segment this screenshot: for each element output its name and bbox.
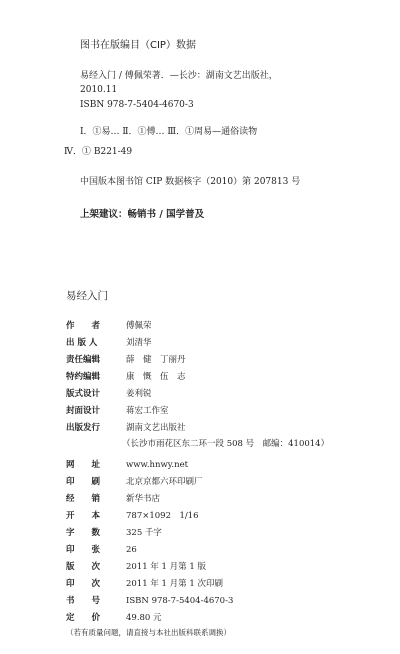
info-label: 书 号: [66, 596, 101, 606]
info-value: 北京京都六环印刷厂: [126, 477, 203, 487]
info-value: 2011 年 1 月第 1 版: [126, 562, 206, 572]
info-value: 49.80 元: [126, 613, 162, 623]
info-label: 出 版 人: [66, 338, 98, 348]
info-label: 定 价: [66, 613, 101, 623]
info-label: 印 次: [66, 579, 101, 589]
info-value: 湖南文艺出版社: [126, 423, 186, 433]
quality-note: （若有质量问题，请直接与本社出版科联系调换）: [66, 628, 231, 637]
info-value: 傅佩荣: [126, 321, 152, 331]
info-value-address: （长沙市雨花区东二环一段 508 号 邮编：410014）: [122, 439, 330, 449]
info-label: 印 张: [66, 545, 101, 555]
info-value: 325 千字: [126, 528, 162, 538]
info-value: 787×1092 1/16: [126, 511, 199, 521]
info-value: 姜利锐: [126, 389, 152, 399]
info-value: 康 慨 伍 志: [126, 372, 186, 382]
info-label: 出版发行: [66, 423, 101, 433]
shelf-value: 畅销书 / 国学普及: [127, 209, 205, 220]
info-label: 封面设计: [66, 406, 101, 416]
shelf-label: 上架建议：: [80, 209, 128, 220]
info-value: 26: [126, 545, 137, 555]
info-value: 刘清华: [126, 338, 152, 348]
cip-line-4: Ⅰ．①易… Ⅱ．①傅… Ⅲ．①周易—通俗读物: [80, 127, 258, 137]
shelf-suggestion: [80, 210, 204, 220]
cip-line-3: ISBN 978-7-5404-4670-3: [80, 100, 194, 110]
info-value: 薛 健 丁丽丹: [126, 355, 186, 365]
info-label: 印 刷: [66, 477, 101, 487]
cip-line-6: 中国版本图书馆 CIP 数据核字（2010）第 207813 号: [80, 177, 301, 187]
info-label: 版 次: [66, 562, 101, 572]
info-label: 版式设计: [66, 389, 101, 399]
info-value: ISBN 978-7-5404-4670-3: [126, 596, 234, 606]
info-value: 新华书店: [126, 494, 161, 504]
cip-line-2: 2010.11: [80, 85, 118, 95]
info-label: 责任编辑: [66, 355, 101, 365]
cip-line-5: Ⅳ．① B221-49: [64, 147, 133, 157]
cip-heading: 图书在版编目（CIP）数据: [80, 40, 196, 51]
info-value: www.hnwy.net: [126, 460, 189, 470]
book-title: 易经入门: [66, 290, 108, 302]
info-value: 2011 年 1 月第 1 次印刷: [126, 579, 223, 589]
info-label: 开 本: [66, 511, 101, 521]
info-label: 网 址: [66, 460, 101, 470]
cip-line-1: 易经入门 / 傅佩荣著．—长沙：湖南文艺出版社，: [80, 71, 278, 81]
info-label: 字 数: [66, 528, 101, 538]
info-label: 作 者: [66, 321, 101, 331]
info-label: 经 销: [66, 494, 101, 504]
info-value: 蒋宏工作室: [126, 406, 169, 416]
info-label: 特约编辑: [66, 372, 101, 382]
